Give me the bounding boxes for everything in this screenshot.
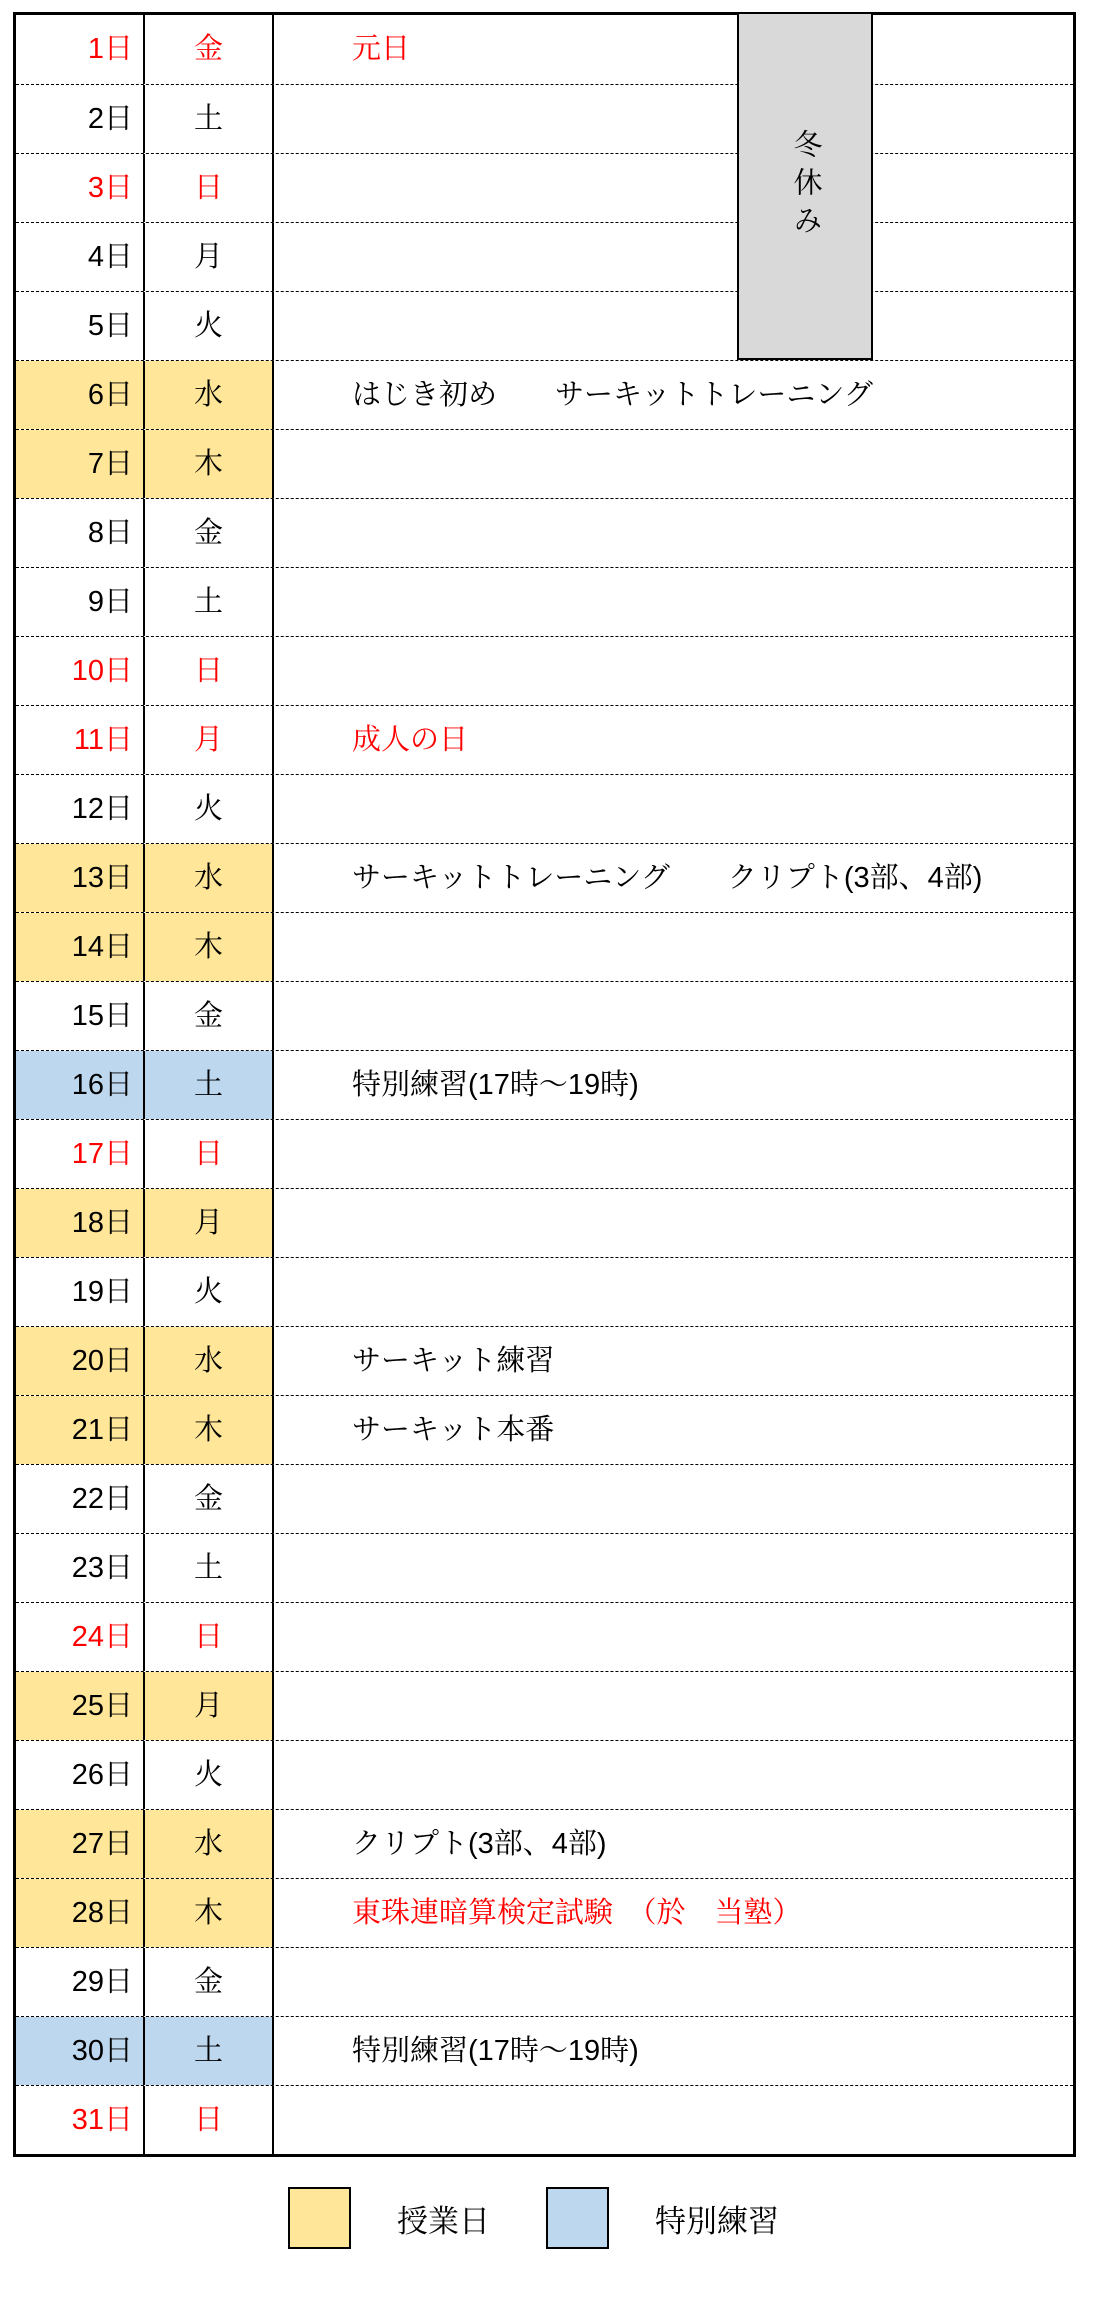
weekday-cell: 月 <box>143 1189 274 1257</box>
weekday-cell: 金 <box>143 1465 274 1533</box>
event-cell <box>274 1258 1073 1326</box>
event-cell: サーキット本番 <box>352 1413 555 1446</box>
calendar-row <box>16 360 1073 429</box>
weekday-cell: 月 <box>143 223 274 291</box>
calendar-row <box>16 429 1073 498</box>
weekday-cell: 火 <box>143 1741 274 1809</box>
day-cell: 9日 <box>87 585 133 618</box>
calendar-row <box>16 1878 1073 1947</box>
event-cell: 特別練習(17時～19時) <box>352 2034 639 2067</box>
special-practice-swatch-icon <box>546 2187 609 2249</box>
weekday-cell: 土 <box>143 2017 274 2085</box>
event-cell <box>274 85 1073 153</box>
weekday-cell: 火 <box>143 292 274 360</box>
day-cell: 30日 <box>16 2017 143 2085</box>
class-day-swatch-icon <box>288 2187 351 2249</box>
calendar-row <box>16 1395 1073 1464</box>
weekday-cell: 水 <box>143 844 274 912</box>
weekday-cell: 日 <box>143 637 274 705</box>
weekday-cell: 月 <box>143 1672 274 1740</box>
event-cell: 特別練習(17時～19時) <box>352 1068 639 1101</box>
weekday-cell: 木 <box>143 913 274 981</box>
day-cell: 2日 <box>87 102 133 135</box>
legend <box>288 2187 779 2249</box>
weekday-cell: 日 <box>143 154 274 222</box>
calendar-row <box>16 1671 1073 1740</box>
event-cell: サーキットトレーニング クリプト(3部、4部) <box>352 861 983 894</box>
weekday-cell: 金 <box>143 1948 274 2016</box>
day-cell: 12日 <box>71 792 133 825</box>
day-cell: 15日 <box>71 999 133 1032</box>
calendar-row <box>16 291 1073 360</box>
event-cell <box>274 499 1073 567</box>
weekday-cell: 木 <box>143 430 274 498</box>
day-cell: 28日 <box>16 1879 143 1947</box>
weekday-cell: 日 <box>143 1603 274 1671</box>
day-cell: 4日 <box>87 240 133 273</box>
calendar-row <box>16 1326 1073 1395</box>
weekday-cell: 土 <box>143 568 274 636</box>
special-practice-label: 特別練習 <box>655 2203 779 2239</box>
calendar-table <box>13 12 1076 2157</box>
event-cell: 元日 <box>352 33 411 65</box>
day-cell: 7日 <box>16 430 143 498</box>
event-cell: はじき初め サーキットトレーニング <box>352 378 873 411</box>
calendar-row <box>16 981 1073 1050</box>
calendar-row <box>16 2016 1073 2085</box>
calendar-row <box>16 1533 1073 1602</box>
calendar-row <box>16 705 1073 774</box>
event-cell <box>274 430 1073 498</box>
event-cell <box>274 1534 1073 1602</box>
event-cell <box>274 568 1073 636</box>
event-cell: 東珠連暗算検定試験 （於 当塾） <box>352 1896 802 1929</box>
calendar-row <box>16 1602 1073 1671</box>
event-cell <box>274 637 1073 705</box>
day-cell: 20日 <box>16 1327 143 1395</box>
calendar-row <box>16 1740 1073 1809</box>
legend-item-class-day <box>288 2187 490 2249</box>
weekday-cell: 水 <box>143 1327 274 1395</box>
event-cell <box>274 982 1073 1050</box>
day-cell: 17日 <box>71 1137 133 1170</box>
day-cell: 19日 <box>71 1275 133 1308</box>
weekday-cell: 日 <box>143 2086 274 2154</box>
weekday-cell: 水 <box>143 361 274 429</box>
calendar-row <box>16 1809 1073 1878</box>
event-cell <box>274 1603 1073 1671</box>
day-cell: 22日 <box>71 1482 133 1515</box>
event-cell <box>274 1465 1073 1533</box>
event-cell <box>274 1120 1073 1188</box>
weekday-cell: 日 <box>143 1120 274 1188</box>
weekday-cell: 月 <box>143 706 274 774</box>
day-cell: 3日 <box>87 171 133 204</box>
winter-break-label: 冬休み <box>789 129 822 243</box>
day-cell: 29日 <box>71 1965 133 1998</box>
calendar-row <box>16 15 1073 84</box>
weekday-cell: 金 <box>143 499 274 567</box>
weekday-cell: 金 <box>143 15 274 84</box>
calendar-row <box>16 636 1073 705</box>
class-day-label: 授業日 <box>397 2203 490 2239</box>
weekday-cell: 土 <box>143 1051 274 1119</box>
day-cell: 26日 <box>71 1758 133 1791</box>
calendar-row <box>16 567 1073 636</box>
event-cell: クリプト(3部、4部) <box>352 1827 607 1860</box>
calendar-row <box>16 774 1073 843</box>
calendar-row <box>16 912 1073 981</box>
calendar-row <box>16 1119 1073 1188</box>
weekday-cell: 土 <box>143 85 274 153</box>
event-cell <box>274 223 1073 291</box>
day-cell: 27日 <box>16 1810 143 1878</box>
event-cell <box>274 775 1073 843</box>
weekday-cell: 木 <box>143 1879 274 1947</box>
day-cell: 6日 <box>16 361 143 429</box>
calendar-row <box>16 1188 1073 1257</box>
weekday-cell: 水 <box>143 1810 274 1878</box>
event-cell <box>274 1189 1073 1257</box>
calendar-row <box>16 498 1073 567</box>
day-cell: 11日 <box>73 723 133 756</box>
day-cell: 16日 <box>16 1051 143 1119</box>
day-cell: 14日 <box>16 913 143 981</box>
event-cell <box>274 1741 1073 1809</box>
event-cell <box>274 1948 1073 2016</box>
day-cell: 8日 <box>87 516 133 549</box>
weekday-cell: 火 <box>143 1258 274 1326</box>
day-cell: 1日 <box>87 33 133 65</box>
weekday-cell: 火 <box>143 775 274 843</box>
day-cell: 31日 <box>71 2103 133 2136</box>
day-cell: 25日 <box>16 1672 143 1740</box>
calendar-row <box>16 2085 1073 2154</box>
calendar-row <box>16 1947 1073 2016</box>
event-cell <box>274 1672 1073 1740</box>
event-cell <box>274 2086 1073 2154</box>
day-cell: 18日 <box>16 1189 143 1257</box>
day-cell: 5日 <box>87 309 133 342</box>
calendar-row <box>16 1257 1073 1326</box>
day-cell: 21日 <box>16 1396 143 1464</box>
event-cell <box>274 913 1073 981</box>
day-cell: 24日 <box>71 1620 133 1653</box>
calendar-row <box>16 153 1073 222</box>
calendar-row <box>16 222 1073 291</box>
weekday-cell: 金 <box>143 982 274 1050</box>
calendar-row <box>16 1050 1073 1119</box>
weekday-cell: 土 <box>143 1534 274 1602</box>
event-cell <box>274 154 1073 222</box>
event-cell <box>274 292 1073 360</box>
day-cell: 23日 <box>71 1551 133 1584</box>
day-cell: 10日 <box>71 654 133 687</box>
event-cell: サーキット練習 <box>352 1344 555 1377</box>
calendar-row <box>16 1464 1073 1533</box>
day-cell: 13日 <box>16 844 143 912</box>
calendar-row <box>16 84 1073 153</box>
legend-item-special-practice <box>546 2187 779 2249</box>
calendar-row <box>16 843 1073 912</box>
event-cell: 成人の日 <box>352 723 469 756</box>
winter-break-box <box>737 12 873 360</box>
weekday-cell: 木 <box>143 1396 274 1464</box>
